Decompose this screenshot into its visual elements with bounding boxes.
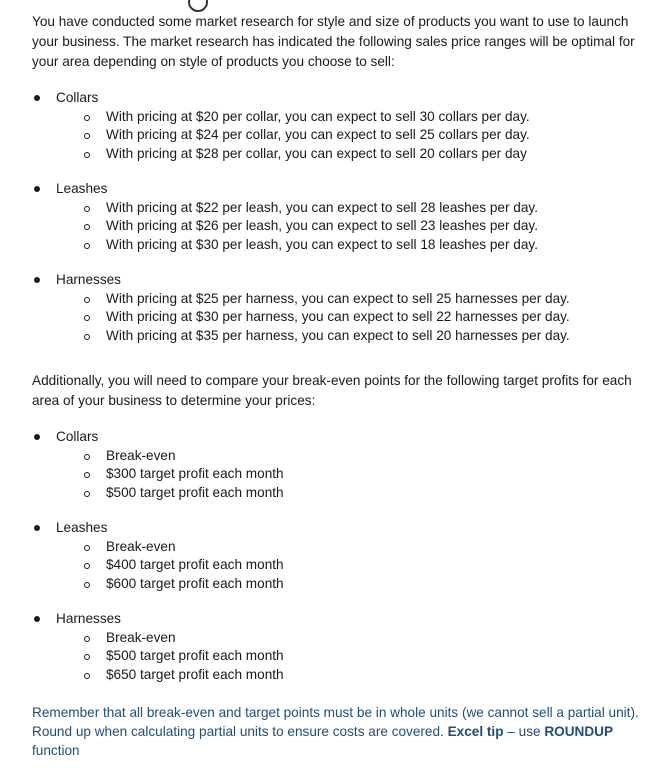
excel-tip-label: Excel tip [447, 724, 504, 739]
function-name: ROUNDUP [544, 724, 614, 739]
pricing-section-leashes [32, 180, 654, 254]
list-item: $300 target profit each month [32, 465, 654, 484]
document-body [32, 0, 654, 760]
sub-list [32, 447, 654, 503]
additional-paragraph: Additionally, you will need to compare your break-even points for the following target profits for each area of your business to determine your prices: [32, 373, 632, 408]
tip-text: – use [503, 724, 545, 739]
list-item: Break-even [32, 538, 654, 557]
sub-list [32, 199, 654, 255]
category-label: Leashes [32, 519, 654, 538]
note-paragraph [32, 703, 654, 760]
list-item: With pricing at $30 per harness, you can expect to sell 22 harnesses per day. [32, 308, 654, 327]
list-item: With pricing at $20 per collar, you can expect to sell 30 collars per day. [32, 108, 654, 127]
pricing-section-harnesses [32, 271, 654, 345]
function-suffix: function [32, 743, 80, 758]
sub-list [32, 538, 654, 594]
pricing-section-collars [32, 89, 654, 163]
list-item: With pricing at $30 per leash, you can expect to sell 18 leashes per day. [32, 236, 654, 255]
category-label: Harnesses [32, 271, 654, 290]
list-item: $600 target profit each month [32, 575, 654, 594]
list-item: $500 target profit each month [32, 484, 654, 503]
category-label: Collars [32, 89, 654, 108]
sub-list [32, 629, 654, 685]
sub-list [32, 290, 654, 346]
list-item: With pricing at $24 per collar, you can expect to sell 25 collars per day. [32, 126, 654, 145]
category-label: Collars [32, 428, 654, 447]
list-item: With pricing at $28 per collar, you can expect to sell 20 collars per day [32, 145, 654, 164]
target-section-harnesses [32, 610, 654, 684]
category-label: Harnesses [32, 610, 654, 629]
list-item: $650 target profit each month [32, 666, 654, 685]
list-item: $500 target profit each month [32, 647, 654, 666]
list-item: With pricing at $22 per leash, you can expect to sell 28 leashes per day. [32, 199, 654, 218]
target-section-collars [32, 428, 654, 502]
sub-list [32, 108, 654, 164]
list-item: With pricing at $26 per leash, you can expect to sell 23 leashes per day. [32, 217, 654, 236]
list-item: With pricing at $25 per harness, you can expect to sell 25 harnesses per day. [32, 290, 654, 309]
category-label: Leashes [32, 180, 654, 199]
list-item: $400 target profit each month [32, 556, 654, 575]
note-text: Remember that all break-even and target points must be in whole units (we cannot sell a partial unit). Round up when calculating partial units to ensure costs are covered. [32, 705, 639, 739]
target-section-leashes [32, 519, 654, 593]
list-item: Break-even [32, 447, 654, 466]
intro-paragraph: You have conducted some market research for style and size of products you want to use to launch your business. The market research has indicated the following sales price ranges will be optimal for your area depending on style of products you choose to sell: [32, 14, 635, 69]
list-item: With pricing at $35 per harness, you can expect to sell 20 harnesses per day. [32, 327, 654, 346]
list-item: Break-even [32, 629, 654, 648]
